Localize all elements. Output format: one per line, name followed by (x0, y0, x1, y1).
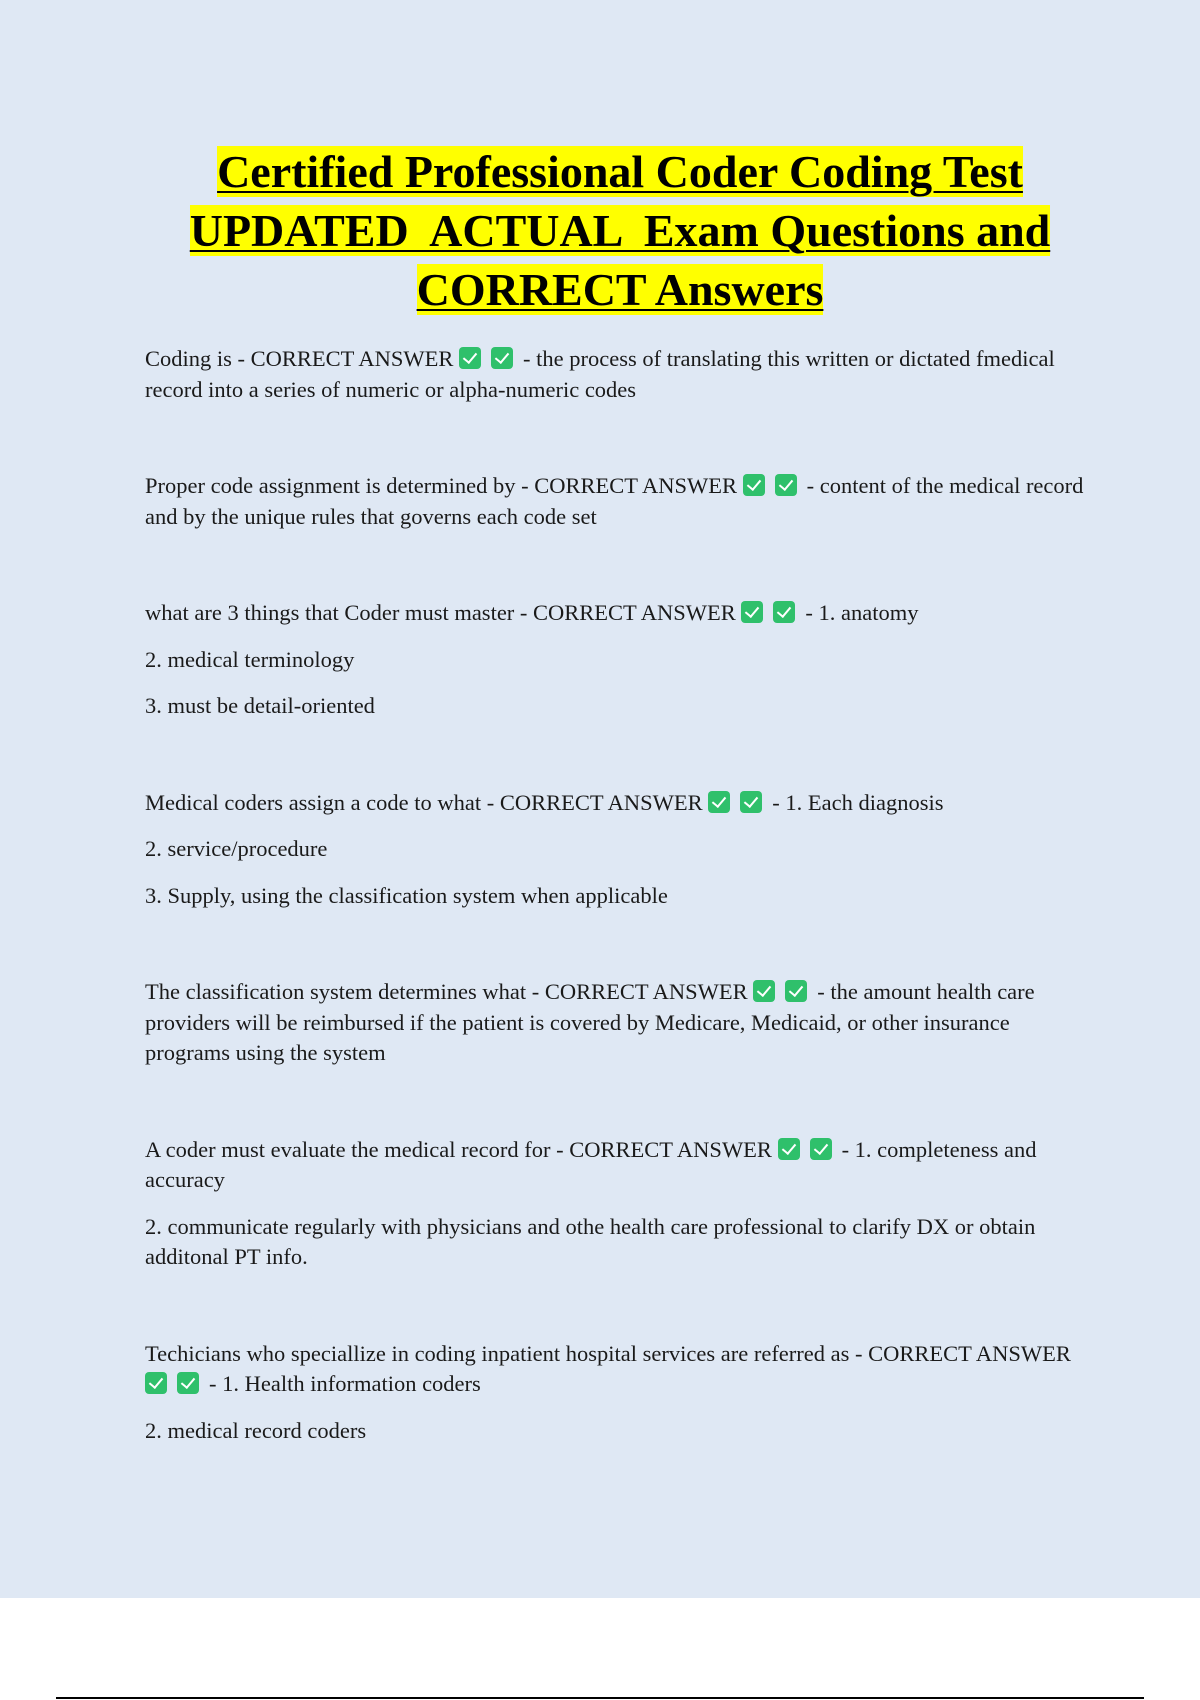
answer-list-item: 2. medical record coders (145, 1417, 367, 1443)
answer-text: - the process of translating this written or dictated fmedical record into a series of numeric or alpha-numeric codes (145, 346, 1055, 402)
answer-text: - the amount health care providers will be reimbursed if the patient is covered by Medicare, Medicaid, or other insurance programs using the system (145, 979, 1035, 1065)
answer-text: - content of the medical record and by the unique rules that governs each code set (145, 473, 1084, 529)
question-text: A coder must evaluate the medical record for - CORRECT ANSWER (145, 1136, 772, 1162)
check-box-icon (778, 1138, 800, 1160)
title-line-3: CORRECT Answers (416, 264, 824, 315)
qa-item (145, 788, 1090, 912)
qa-question-line (145, 344, 1090, 405)
answer-list-item: 2. service/procedure (145, 836, 328, 861)
check-box-icon (740, 791, 762, 813)
answer-text: - 1. anatomy (805, 600, 919, 625)
answer-text: - 1. completeness and accuracy (145, 1136, 1037, 1192)
check-box-icon (177, 1372, 199, 1394)
title-line-1: Certified Professional Coder Coding Test (217, 146, 1023, 197)
qa-question-line (145, 471, 1090, 532)
check-box-icon (773, 601, 795, 623)
title-line-2: UPDATED ACTUAL Exam Questions and (189, 205, 1051, 256)
question-text: Medical coders assign a code to what - CORRECT ANSWER (145, 789, 703, 815)
question-text: Proper code assignment is determined by - CORRECT ANSWER (145, 473, 738, 498)
qa-question-line (145, 1135, 1090, 1196)
check-box-icon (459, 347, 481, 369)
qa-list (145, 344, 1090, 1512)
qa-item (145, 1339, 1090, 1447)
question-text: what are 3 things that Coder must master - CORRECT ANSWER (145, 600, 736, 625)
qa-question-line (145, 977, 1090, 1069)
document-title (80, 142, 1160, 319)
answer-text: - 1. Health information coders (209, 1371, 481, 1396)
answer-text: - 1. Each diagnosis (772, 789, 944, 815)
answer-list-item: 3. Supply, using the classification system when applicable (145, 882, 668, 908)
check-box-icon (753, 980, 775, 1002)
answer-list-item: 2. medical terminology (145, 646, 355, 672)
qa-item (145, 344, 1090, 405)
check-box-icon (491, 347, 513, 369)
question-text: The classification system determines what - CORRECT ANSWER (145, 979, 748, 1004)
qa-item (145, 977, 1090, 1069)
check-box-icon (785, 980, 807, 1002)
check-box-icon (775, 474, 797, 496)
qa-question-line (145, 598, 1090, 629)
check-box-icon (810, 1138, 832, 1160)
question-text: Coding is - CORRECT ANSWER (145, 346, 454, 371)
footer-divider (56, 1697, 1144, 1699)
qa-item (145, 598, 1090, 722)
check-box-icon (145, 1372, 167, 1394)
check-box-icon (708, 791, 730, 813)
answer-list-item: 2. communicate regularly with physicians and othe health care professional to clarify DX or obtain additonal PT info. (145, 1213, 1036, 1269)
qa-question-line (145, 788, 1090, 819)
answer-list-item: 3. must be detail-oriented (145, 693, 375, 718)
qa-question-line (145, 1339, 1090, 1400)
question-text: Techicians who speciallize in coding inpatient hospital services are referred as - CORRECT ANSWER (145, 1340, 1071, 1366)
check-box-icon (743, 474, 765, 496)
check-box-icon (741, 601, 763, 623)
qa-item (145, 471, 1090, 532)
qa-item (145, 1135, 1090, 1273)
